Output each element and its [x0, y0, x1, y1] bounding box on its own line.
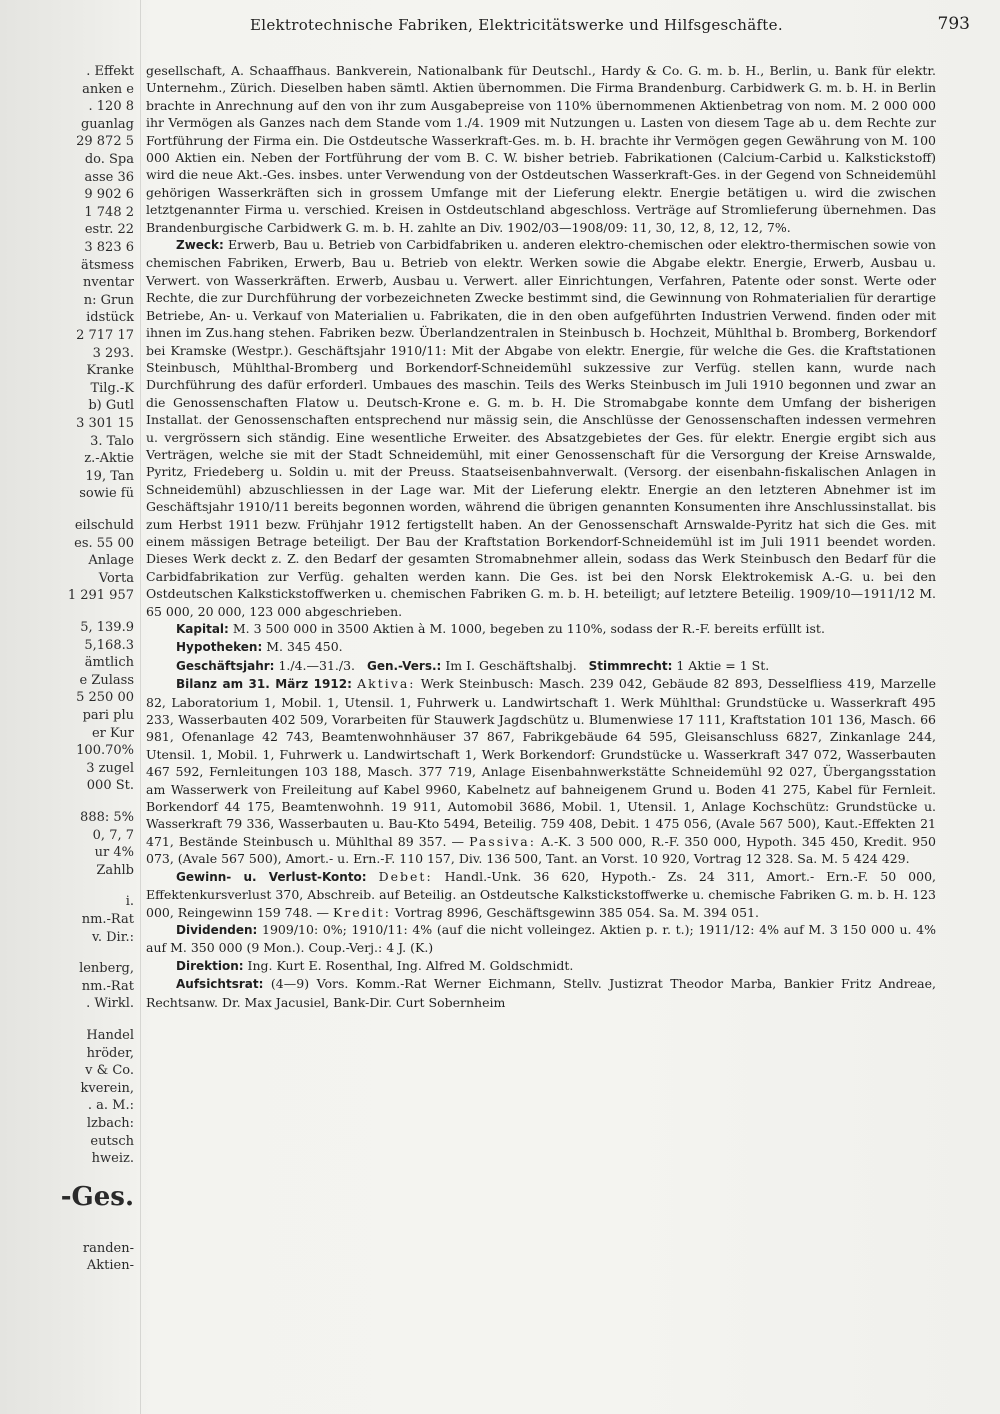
gutter-fragment: e Zulass [79, 672, 134, 688]
adjacent-page-edge [0, 0, 141, 1414]
stimmrecht-label: Stimmrecht: [588, 658, 673, 673]
gutter-fragment: guanlag [80, 116, 134, 132]
bilanz-passiva-text: A.-K. 3 500 000, R.-F. 350 000, Hypoth. 345 450, Kredit. 950 073, (Avale 567 500), Amort.- u. Ern.-F. 110 157, Div. 136 500, Tant. an Vorst. 10 920, Vortrag 12 328. Sa. M. 5 424 429. [146, 833, 936, 867]
intro-paragraph: gesellschaft, A. Schaaffhaus. Bankverein, Nationalbank für Deutschl., Hardy & Co. G. m. b. H., Berlin, u. Bank für elektr. Unternehm., Zürich. Dieselben haben sämtl. Aktien übernommen. Die Firma Brandenburg. Carbidwerk G. m. b. H. in Berlin brachte in Anrechnung auf den von ihr zum Ausgabepreise von 110% übernommenen Aktienbetrag von nom. M. 2 000 000 ihr Vermögen als Ganzes nach dem Stande vom 1./4. 1909 mit Nutzungen u. Lasten von diesem Tage ab u. dem Rechte zur Fortführung der Firma ein. Die Ostdeutsche Wasserkraft-Ges. m. b. H. brachte ihr Vermögen gegen Gewährung von M. 100 000 Aktien ein. Neben der Fortführung der vom B. C. W. bisher betrieb. Fabrikationen (Calcium-Carbid u. Kalkstickstoff) wird die neue Akt.-Ges. insbes. unter Verwendung von der Ostdeutschen Wasserkraft-Ges. in der Gegend von Schneidemühl gehörigen Wasserkräften sich in grossem Umfange mit der Lieferung elektr. Energie betätigen u. wird die zwischen letztgenannter Firma u. verschied. Kreisen in Ostdeutschland abgeschloss. Verträge auf Stromlieferung übernehmen. Das Brandenburgische Carbidwerk G. m. b. H. zahlte an Div. 1902/03—1908/09: 11, 30, 12, 8, 12, 12, 7%. [146, 63, 936, 235]
gutter-fragment: lenberg, [79, 961, 134, 977]
gutter-fragment: b) Gutl [88, 398, 134, 414]
gutter-fragment: 3 293. [92, 345, 134, 361]
gutter-fragment: Vorta [98, 570, 134, 586]
gutter-fragment: Handel [86, 1028, 134, 1043]
aufsichtsrat-label: Aufsichtsrat: [176, 977, 264, 992]
gutter-fragment: sowie fü [79, 486, 134, 502]
gutter-fragment: . Wirkl. [86, 996, 134, 1012]
zweck-label: Zweck: [176, 238, 224, 253]
running-header [150, 16, 970, 42]
stimmrecht-text: 1 Aktie = 1 St. [676, 657, 770, 673]
gutter-fragment: nm.-Rat [81, 978, 134, 994]
hypotheken-section [146, 638, 936, 656]
dividenden-text: 1909/10: 0%; 1910/11: 4% (auf die nicht volleingez. Aktien p. r. t.); 1911/12: 4% auf M. 3 150 000 u. 4% auf M. 350 000 (9 Mon.). Coup.-Verj.: 4 J. (K.) [146, 921, 936, 956]
direktion-text: Ing. Kurt E. Rosenthal, Ing. Alfred M. Goldschmidt. [247, 957, 574, 973]
debet-label: Debet: [378, 868, 433, 884]
genvers-label: Gen.-Vers.: [366, 658, 442, 673]
gutter-fragment: v & Co. [85, 1063, 134, 1079]
gutter-fragment: do. Spa [84, 152, 134, 167]
gutter-fragment: Zahlb [96, 862, 134, 878]
gv-label: Gewinn- u. Verlust-Konto: [176, 869, 367, 884]
gutter-fragment: ätsmess [80, 257, 134, 273]
gutter-fragment: . a. M.: [87, 1098, 134, 1114]
direktion-section [146, 957, 936, 975]
passiva-label: Passiva: [469, 833, 536, 849]
gutter-fragment: 100.70% [76, 743, 134, 759]
gutter-fragment: eutsch [90, 1133, 134, 1149]
gutter-fragment: es. 55 00 [74, 535, 134, 551]
genvers-text: Im I. Geschäftshalbj. [445, 657, 577, 673]
gutter-fragment: idstück [86, 310, 134, 326]
geschaeftsjahr-section [146, 657, 936, 675]
aktiva-label: Aktiva: [357, 676, 416, 692]
gutter-fragment: hröder, [86, 1045, 134, 1061]
gutter-fragment: 3 zugel [86, 760, 134, 776]
gutter-fragment: Tilg.-K [90, 380, 134, 396]
gv-kredit-text: Vortrag 8996, Geschäftsgewinn 385 054. Sa. M. 394 051. [394, 904, 760, 920]
gutter-fragment: hweiz. [91, 1151, 134, 1167]
bilanz-section [146, 675, 936, 867]
aufsichtsrat-section [146, 975, 936, 1011]
zweck-text: Erwerb, Bau u. Betrieb von Carbidfabriken u. anderen elektro-chemischen oder elektro-thermischen sowie von chemischen Fabriken, Erwerb, Bau u. Betrieb von elektr. Werken sowie die Abgabe elektr. Energie, Erwerb, Ausbau u. Verwert. von Wasserkräften. Erwerb, Ausbau u. Verwert. aller Einrichtungen, Verfahren, Patente oder sonst. Werte oder Rechte, die zur Durchführung der vorbezeichneten Zwecke bestimmt sind, die Gewinnung von Rohmaterialien für derartige Betriebe, An- u. Verkauf von Materialien u. Fabrikaten, die in den oben aufgeführten Industrien Verwend. finden oder mit ihnen im Zus.hang stehen. Fabriken bezw. Überlandzentralen in Steinbusch b. Hochzeit, Mühlthal b. Bromberg, Borkendorf bei Kramske (Westpr.). Geschäftsjahr 1910/11: Mit der Abgabe von elektr. Energie, für welche die Ges. die Kraftstationen Steinbusch, Mühlthal-Bromberg und Borkendorf-Schneidemühl sukzessive zur Verfüg. stellen kann, wurde nach Durchführung des dafür erforderl. Umbaues des maschin. Teils des Werks Steinbusch im Juli 1910 begonnen und zwar an die Genossenschaften Flatow u. Deutsch-Krone e. G. m. b. H. Die Stromabgabe konnte dem Umfang der bisherigen Installat. der Genossenschaften entsprechend nur mässig sein, die Anschlüsse der Genossenschaften indessen vermehren u. vergrössern sich ständig. Eine wesentliche Erweiter. des Absatzgebietes der Ges. für elektr. Energie ergibt sich aus Verträgen, welche sie mit der Stadt Schneidemühl, mit einer Genossenschaft für die Versorgung der Kreise Arnswalde, Pyritz, Friedeberg u. Soldin u. mit der Preuss. Staatseisenbahnverwalt. (Versorg. der eisenbahn-fiskalischen Anlagen in Schneidemühl) abzuschliessen in der Lage war. Mit der Lieferung elektr. Energie an den letzteren Abnehmer ist im Geschäftsjahr 1910/11 bereits begonnen worden, während die übrigen genannten Konsumenten ihre Anschlussinstallat. bis zum Herbst 1911 bezw. Frühjahr 1912 fertigstellt haben. An der Genossenschaft Arnswalde-Pyritz hat sich die Ges. mit einem mässigen Betrage beteiligt. Der Bau der Kraftstation Borkendorf-Schneidemühl ist im Juli 1911 beendet worden. Dieses Werk deckt z. Z. den Bedarf der gesamten Stromabnehmer allein, sodass das Werk Steinbusch den Bedarf für die Carbidfabrikation zur Verfüg. gehalten werden kann. Die Ges. ist bei den Norsk Elektrokemisk A.-G. u. bei den Ostdeutschen Kalkstickstoffwerken u. chemischen Fabriken G. m. b. H. beteiligt; auf letztere Beteilig. 1909/10—1911/12 M. 65 000, 20 000, 123 000 abgeschrieben. [146, 237, 936, 619]
zweck-section [146, 236, 936, 620]
gv-debet-text: Handl.-Unk. 36 620, Hypoth.- Zs. 24 311, Amort.- Ern.-F. 50 000, Effektenkursverlust 370, Abschreib. auf Beteilig. an Ostdeutsche Kalkstickstoffwerke u. chemische Fabriken G. m. b. H. 123 000, Reingewinn 159 748. — [146, 868, 936, 920]
geschaeftsjahr-text: 1./4.—31./3. [278, 657, 356, 673]
gutter-fragment: Anlage [88, 553, 134, 569]
gutter-fragment: 5 250 00 [76, 690, 134, 706]
gutter-fragment: v. Dir.: [92, 929, 134, 945]
gutter-fragment: -Ges. [60, 1181, 134, 1212]
gutter-fragment: ur 4% [94, 845, 134, 861]
gutter-fragment: 3 823 6 [84, 240, 134, 255]
page-number: 793 [937, 14, 970, 34]
gutter-fragment: estr. 22 [84, 222, 134, 238]
bilanz-label: Bilanz am 31. März 1912: [176, 677, 352, 692]
gutter-fragment: anken e [82, 81, 134, 97]
header-title: Elektrotechnische Fabriken, Elektricitätswerke und Hilfsgeschäfte. [250, 16, 783, 34]
gutter-fragment: 1 748 2 [84, 204, 134, 220]
geschaeftsjahr-label: Geschäftsjahr: [176, 658, 275, 673]
gutter-fragment: nm.-Rat [81, 912, 134, 927]
gutter-fragment: eilschuld [74, 518, 134, 533]
gutter-fragment: lzbach: [86, 1116, 134, 1131]
gutter-fragment: nventar [83, 275, 134, 291]
gewinn-verlust-section [146, 868, 936, 921]
hypotheken-text: M. 345 450. [266, 639, 343, 655]
gutter-fragment: 5, 139.9 [80, 620, 134, 635]
direktion-label: Direktion: [176, 958, 244, 973]
kapital-label: Kapital: [176, 622, 229, 636]
gutter-fragment: Aktien- [86, 1258, 134, 1274]
gutter-fragment: er Kur [91, 725, 134, 741]
dividenden-section [146, 921, 936, 957]
gutter-fragment: . 120 8 [88, 99, 134, 115]
kapital-text: M. 3 500 000 in 3500 Aktien à M. 1000, begeben zu 110%, sodass der R.-F. bereits erfüllt ist. [232, 621, 825, 636]
kredit-label: Kredit: [332, 904, 391, 920]
gutter-fragment: pari plu [82, 708, 134, 723]
gutter-fragment: ämtlich [84, 655, 134, 671]
gutter-fragment: n: Grun [83, 292, 134, 308]
gutter-fragment: randen- [82, 1240, 134, 1256]
gutter-fragment: . Effekt [86, 64, 134, 79]
gutter-fragment: kverein, [80, 1080, 134, 1096]
gutter-fragment: 5,168.3 [84, 637, 134, 653]
hypotheken-label: Hypotheken: [176, 640, 263, 655]
gutter-fragment: z.-Aktie [84, 451, 134, 467]
gutter-fragment: 888: 5% [80, 810, 134, 825]
kapital-section [146, 620, 936, 638]
gutter-fragment: asse 36 [84, 169, 134, 185]
dividenden-label: Dividenden: [176, 922, 258, 937]
gutter-fragment: 2 717 17 [76, 328, 134, 343]
gutter-fragment: 19, Tan [85, 468, 134, 484]
gutter-fragment: 3. Talo [90, 433, 134, 449]
aufsichtsrat-text: (4—9) Vors. Komm.-Rat Werner Eichmann, Stellv. Justizrat Theodor Marba, Bankier Fritz Andreae, Rechtsanw. Dr. Max Jacusiel, Bank-Dir. Curt Sobernheim [146, 976, 936, 1010]
gutter-fragment: 000 St. [86, 778, 134, 794]
gutter-fragment: 1 291 957 [67, 588, 134, 604]
gutter-fragment: Kranke [86, 363, 134, 379]
gutter-fragment: 9 902 6 [84, 187, 134, 203]
gutter-fragment: i. [125, 894, 134, 910]
gutter-fragment: 0, 7, 7 [92, 827, 134, 843]
gutter-fragment: 29 872 5 [76, 134, 134, 150]
bilanz-aktiva-text: Werk Steinbusch: Masch. 239 042, Gebäude 82 893, Desselfliess 419, Marzelle 82, Laboratorium 1, Mobil. 1, Utensil. 1, Fuhrwerk u. Landwirtschaft 1. Werk Mühlthal: Grundstücke u. Wasserkraft 495 233, Wasserbauten 402 509, Vorarbeiten für Stauwerk Jagdschütz u. Blumenwiese 17 111, Kraftstation 101 136, Masch. 66 981, Ofenanlage 42 743, Beamtenwohnhäuser 37 867, Fabrikgebäude 64 595, Gleisanschluss 6827, Zinkanlage 244, Utensil. 1, Mobil. 1, Fuhrwerk u. Landwirtschaft 1, Werk Borkendorf: Grundstücke u. Wasserkraft 347 072, Wasserbauten 467 592, Fernleitungen 103 188, Masch. 377 719, Anlage Eisenbahnwerkstätte Schneidemühl 92 027, Übergangsstation am Wasserwerk von Freileitung auf Kabel 9960, Kabelnetz auf bahneigenem Grund u. Boden 41 275, Kabel für Fernleit. Borkendorf 44 175, Beamtenwohnh. 19 911, Automobil 3686, Mobil. 1, Utensil. 1, Anlage Kochschütz: Grundstücke u. Wasserkraft 79 336, Wasserbauten u. Bau-Kto 5494, Beteilig. 759 408, Debit. 1 475 056, (Avale 567 500), Kaut.-Effekten 21 471, Bestände Steinbusch u. Mühlthal 89 357. — [146, 676, 936, 849]
gutter-fragment: 3 301 15 [76, 416, 134, 431]
article-body [146, 62, 936, 1011]
